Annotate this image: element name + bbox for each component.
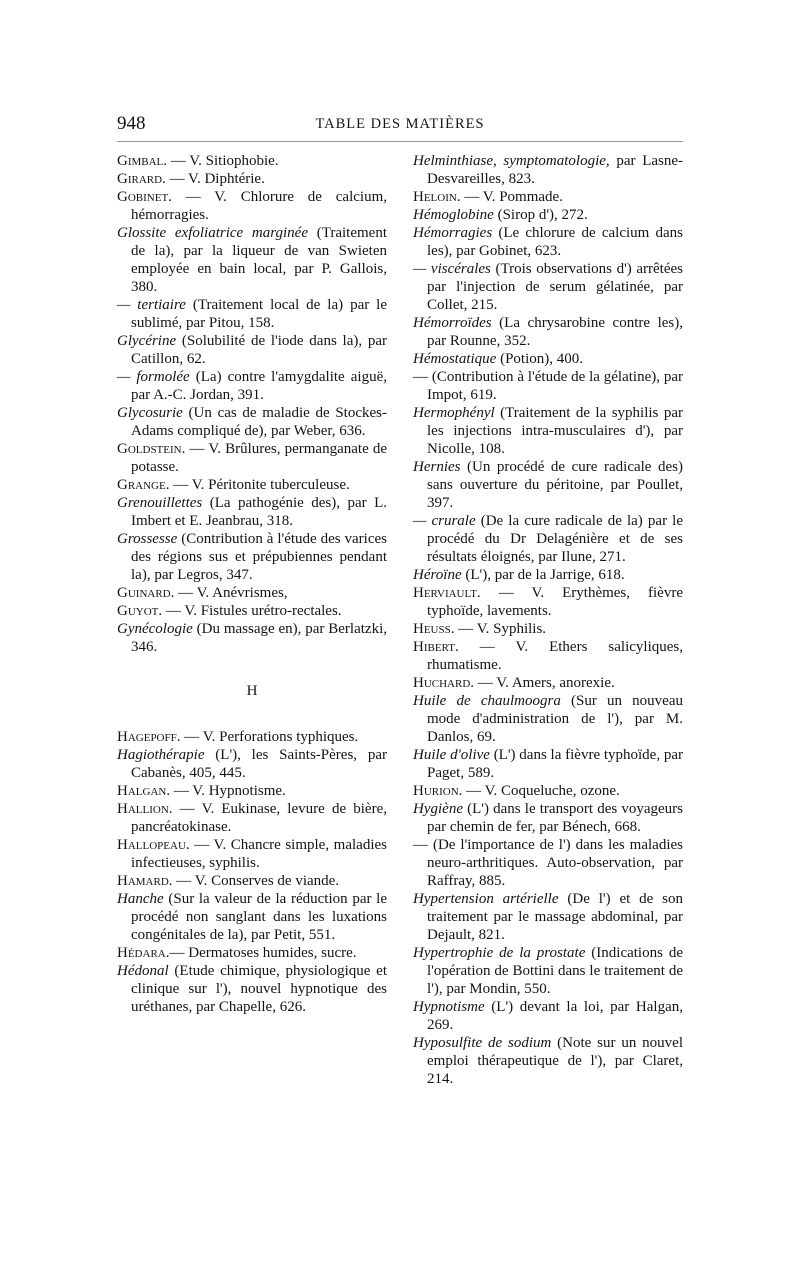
entry-text: — (Contribution à l'étude de la gélatine), par Impot, 619. [413,369,683,403]
entry-heading: Girard. [117,171,166,187]
entry-heading: Gimbal. [117,153,168,169]
entry-text: — V. Conserves de viande. [172,873,340,889]
entry-heading: Heuss. [413,621,455,637]
entry-heading: Hurion. [413,783,463,799]
index-entry [117,584,387,602]
entry-text: (La chrysarobine contre les), par Rounne, 352. [427,315,683,349]
entry-text: (Note sur un nouvel emploi thérapeutique de l'), par Claret, 214. [427,1035,683,1087]
index-entry [117,188,387,224]
entry-subject: — crurale [413,513,476,529]
page-header [117,113,683,139]
index-entry [413,206,683,224]
entry-text: — V. Péritonite tuberculeuse. [169,477,350,493]
entry-subject: Hyposulfite de sodium [413,1035,552,1051]
entry-text: (Sirop d'), 272. [493,207,588,223]
entry-subject: Hypnotisme [413,999,485,1015]
entry-text: — V. Hypnotisme. [170,783,286,799]
index-entry [117,476,387,494]
index-entry [117,836,387,872]
index-entry [413,692,683,746]
index-entry [117,296,387,332]
entry-text: (L') devant la loi, par Halgan, 269. [427,999,683,1033]
entry-subject: Hémostatique [413,351,497,367]
index-entry [117,962,387,1016]
entry-subject: Hermophényl [413,405,495,421]
index-entry [117,800,387,836]
entry-subject: Gynécologie [117,621,193,637]
index-entry [413,674,683,692]
entry-subject: Huile de chaulmoogra [413,693,561,709]
entry-text: (La pathogénie des), par L. Imbert et E. Jeanbrau, 318. [131,495,387,529]
entry-text: (Le chlorure de calcium dans les), par Gobinet, 623. [427,225,683,259]
entry-text: (Solubilité de l'iode dans la), par Catillon, 62. [131,333,387,367]
entry-text: (La) contre l'amygdalite aiguë, par A.-C. Jordan, 391. [131,369,387,403]
entry-text: — V. Syphilis. [454,621,547,637]
entry-text: — V. Anévrismes, [174,585,288,601]
entry-heading: Guyot. [117,603,163,619]
index-entry [413,1034,683,1088]
index-entry [413,314,683,350]
index-entry [413,638,683,674]
index-entry [413,998,683,1034]
entry-text: — Dermatoses humides, sucre. [169,945,357,961]
index-entry [413,746,683,782]
index-entry [413,260,683,314]
index-entry [413,584,683,620]
entry-heading: Gobinet. [117,189,172,205]
entry-text: (Trois observations d') arrêtées par l'injection de serum gélatinée, par Collet, 215. [427,261,683,313]
entry-heading: Hamard. [117,873,173,889]
index-entry [117,368,387,404]
entry-subject: Hédonal [117,963,169,979]
entry-subject: Helminthiase, symptomatologie, [413,153,610,169]
index-entries-h [117,728,387,1016]
index-entry [413,188,683,206]
index-entry [117,152,387,170]
entry-heading: Herviault. [413,585,481,601]
index-entry [413,224,683,260]
entry-text: — V. Erythèmes, fièvre typhoïde, lavements. [427,585,683,619]
entry-subject: Hypertension artérielle [413,891,559,907]
index-entry [413,458,683,512]
index-entry [413,152,683,188]
entry-text: (De l') et de son traitement par le massage abdominal, par Dejault, 821. [427,891,683,943]
entry-heading: Hallion. [117,801,173,817]
index-entry [117,620,387,656]
entry-text: — V. Perforations typhiques. [180,729,359,745]
index-entry [117,602,387,620]
index-entry [413,836,683,890]
entry-heading: Huchard. [413,675,475,691]
index-entry [413,944,683,998]
index-entry [117,944,387,962]
index-entry [117,782,387,800]
index-entry [413,620,683,638]
index-entry [413,368,683,404]
entry-text: (Sur un nouveau mode d'administration de l'), par M. Danlos, 69. [427,693,683,745]
entry-text: (L') dans la fièvre typhoïde, par Paget, 589. [427,747,683,781]
entry-text: — V. Chancre simple, maladies infectieuses, syphilis. [131,837,387,871]
index-entry [117,170,387,188]
entry-subject: Glossite exfoliatrice marginée [117,225,308,241]
entry-text: (Sur la valeur de la réduction par le procédé non sanglant dans les luxations congénitales de la), par Petit, 551. [131,891,387,943]
entry-text: (Traitement de la), par la liqueur de van Swieten employée en bain local, par P. Gallois, 380. [131,225,387,295]
index-entry [413,404,683,458]
header-rule [117,141,683,142]
index-entry [117,890,387,944]
entry-subject: Hygiène [413,801,463,817]
entry-text: — V. Eukinase, levure de bière, pancréatokinase. [131,801,387,835]
entry-heading: Guinard. [117,585,175,601]
index-entry [413,782,683,800]
index-entries-h-continued [413,152,683,1088]
index-entry [117,530,387,584]
entry-text: (Traitement local de la) par le sublimé, par Pitou, 158. [131,297,387,331]
entry-text: (L') dans le transport des voyageurs par chemin de fer, par Bénech, 668. [427,801,683,835]
entry-subject: Glycérine [117,333,177,349]
entry-text: (Du massage en), par Berlatzki, 346. [131,621,387,655]
entry-text: (Potion), 400. [496,351,583,367]
entry-heading: Hagepoff. [117,729,181,745]
entry-text: — V. Amers, anorexie. [474,675,615,691]
entry-heading: Goldstein. [117,441,186,457]
entry-subject: Hanche [117,891,164,907]
index-entry [117,728,387,746]
running-title: TABLE DES MATIÈRES [315,116,485,132]
entry-heading: Halgan. [117,783,171,799]
entry-subject: — tertiaire [117,297,186,313]
index-entry [413,566,683,584]
entry-heading: Hédara. [117,945,170,961]
entry-subject: — formolée [117,369,190,385]
index-entry [117,872,387,890]
entry-text: — V. Pommade. [460,189,563,205]
entry-subject: Hémoglobine [413,207,494,223]
page-number: 948 [117,113,146,134]
left-column [117,152,387,1016]
entry-subject: Hémorroïdes [413,315,492,331]
entry-subject: Héroïne [413,567,462,583]
entry-text: (Etude chimique, physiologique et clinique sur l'), nouvel hypnotique des uréthanes, par Chapelle, 626. [131,963,387,1015]
entry-text: — V. Diphtérie. [165,171,265,187]
entry-text: — V. Fistules urétro-rectales. [162,603,342,619]
entry-text: par Lasne-Desvareilles, 823. [427,153,683,187]
entry-text: (Contribution à l'étude des varices des régions sus et prépubiennes pendant la), par Legros, 347. [131,531,387,583]
section-letter: H [246,683,258,699]
right-column [413,152,683,1088]
entry-subject: Hypertrophie de la prostate [413,945,586,961]
entry-heading: Grange. [117,477,170,493]
index-entry [117,224,387,296]
entry-text: (L'), les Saints-Pères, par Cabanès, 405, 445. [131,747,387,781]
index-entry [117,746,387,782]
entry-text: — (De l'importance de l') dans les maladies neuro-arthritiques. Auto-observation, par Raffray, 885. [413,837,683,889]
entry-text: — V. Sitiophobie. [167,153,279,169]
entry-text: (Indications de l'opération de Bottini dans le traitement de l'), par Mondin, 550. [427,945,683,997]
entry-heading: Hibert. [413,639,459,655]
entry-text: — V. Brûlures, permanganate de potasse. [131,441,387,475]
index-entries-g [117,152,387,656]
entry-subject: Glycosurie [117,405,183,421]
entry-subject: Grossesse [117,531,178,547]
entry-subject: Hernies [413,459,461,475]
index-entry [117,440,387,476]
index-entry [117,332,387,368]
index-entry [413,350,683,368]
index-entry [117,494,387,530]
entry-text: — V. Ethers salicyliques, rhumatisme. [427,639,683,673]
index-entry [413,890,683,944]
entry-text: (Un procédé de cure radicale des) sans ouverture du péritoine, par Poullet, 397. [427,459,683,511]
entry-subject: Huile d'olive [413,747,490,763]
entry-text: (Traitement de la syphilis par les injections intra-musculaires d'), par Nicolle, 108. [427,405,683,457]
entry-text: (L'), par de la Jarrige, 618. [461,567,625,583]
entry-subject: — viscérales [413,261,491,277]
index-entry [117,404,387,440]
entry-heading: Hallopeau. [117,837,190,853]
index-entry [413,512,683,566]
entry-subject: Hagiothérapie [117,747,205,763]
entry-text: (De la cure radicale de la) par le procédé du Dr Delagénière et de ses résultats éloignés, par Ilune, 271. [427,513,683,565]
entry-text: — V. Coqueluche, ozone. [462,783,620,799]
entry-text: — V. Chlorure de calcium, hémorragies. [131,189,387,223]
entry-subject: Hémorragies [413,225,493,241]
index-entry [413,800,683,836]
entry-subject: Grenouillettes [117,495,203,511]
entry-text: (Un cas de maladie de Stockes-Adams compliqué de), par Weber, 636. [131,405,387,439]
entry-heading: Heloin. [413,189,461,205]
